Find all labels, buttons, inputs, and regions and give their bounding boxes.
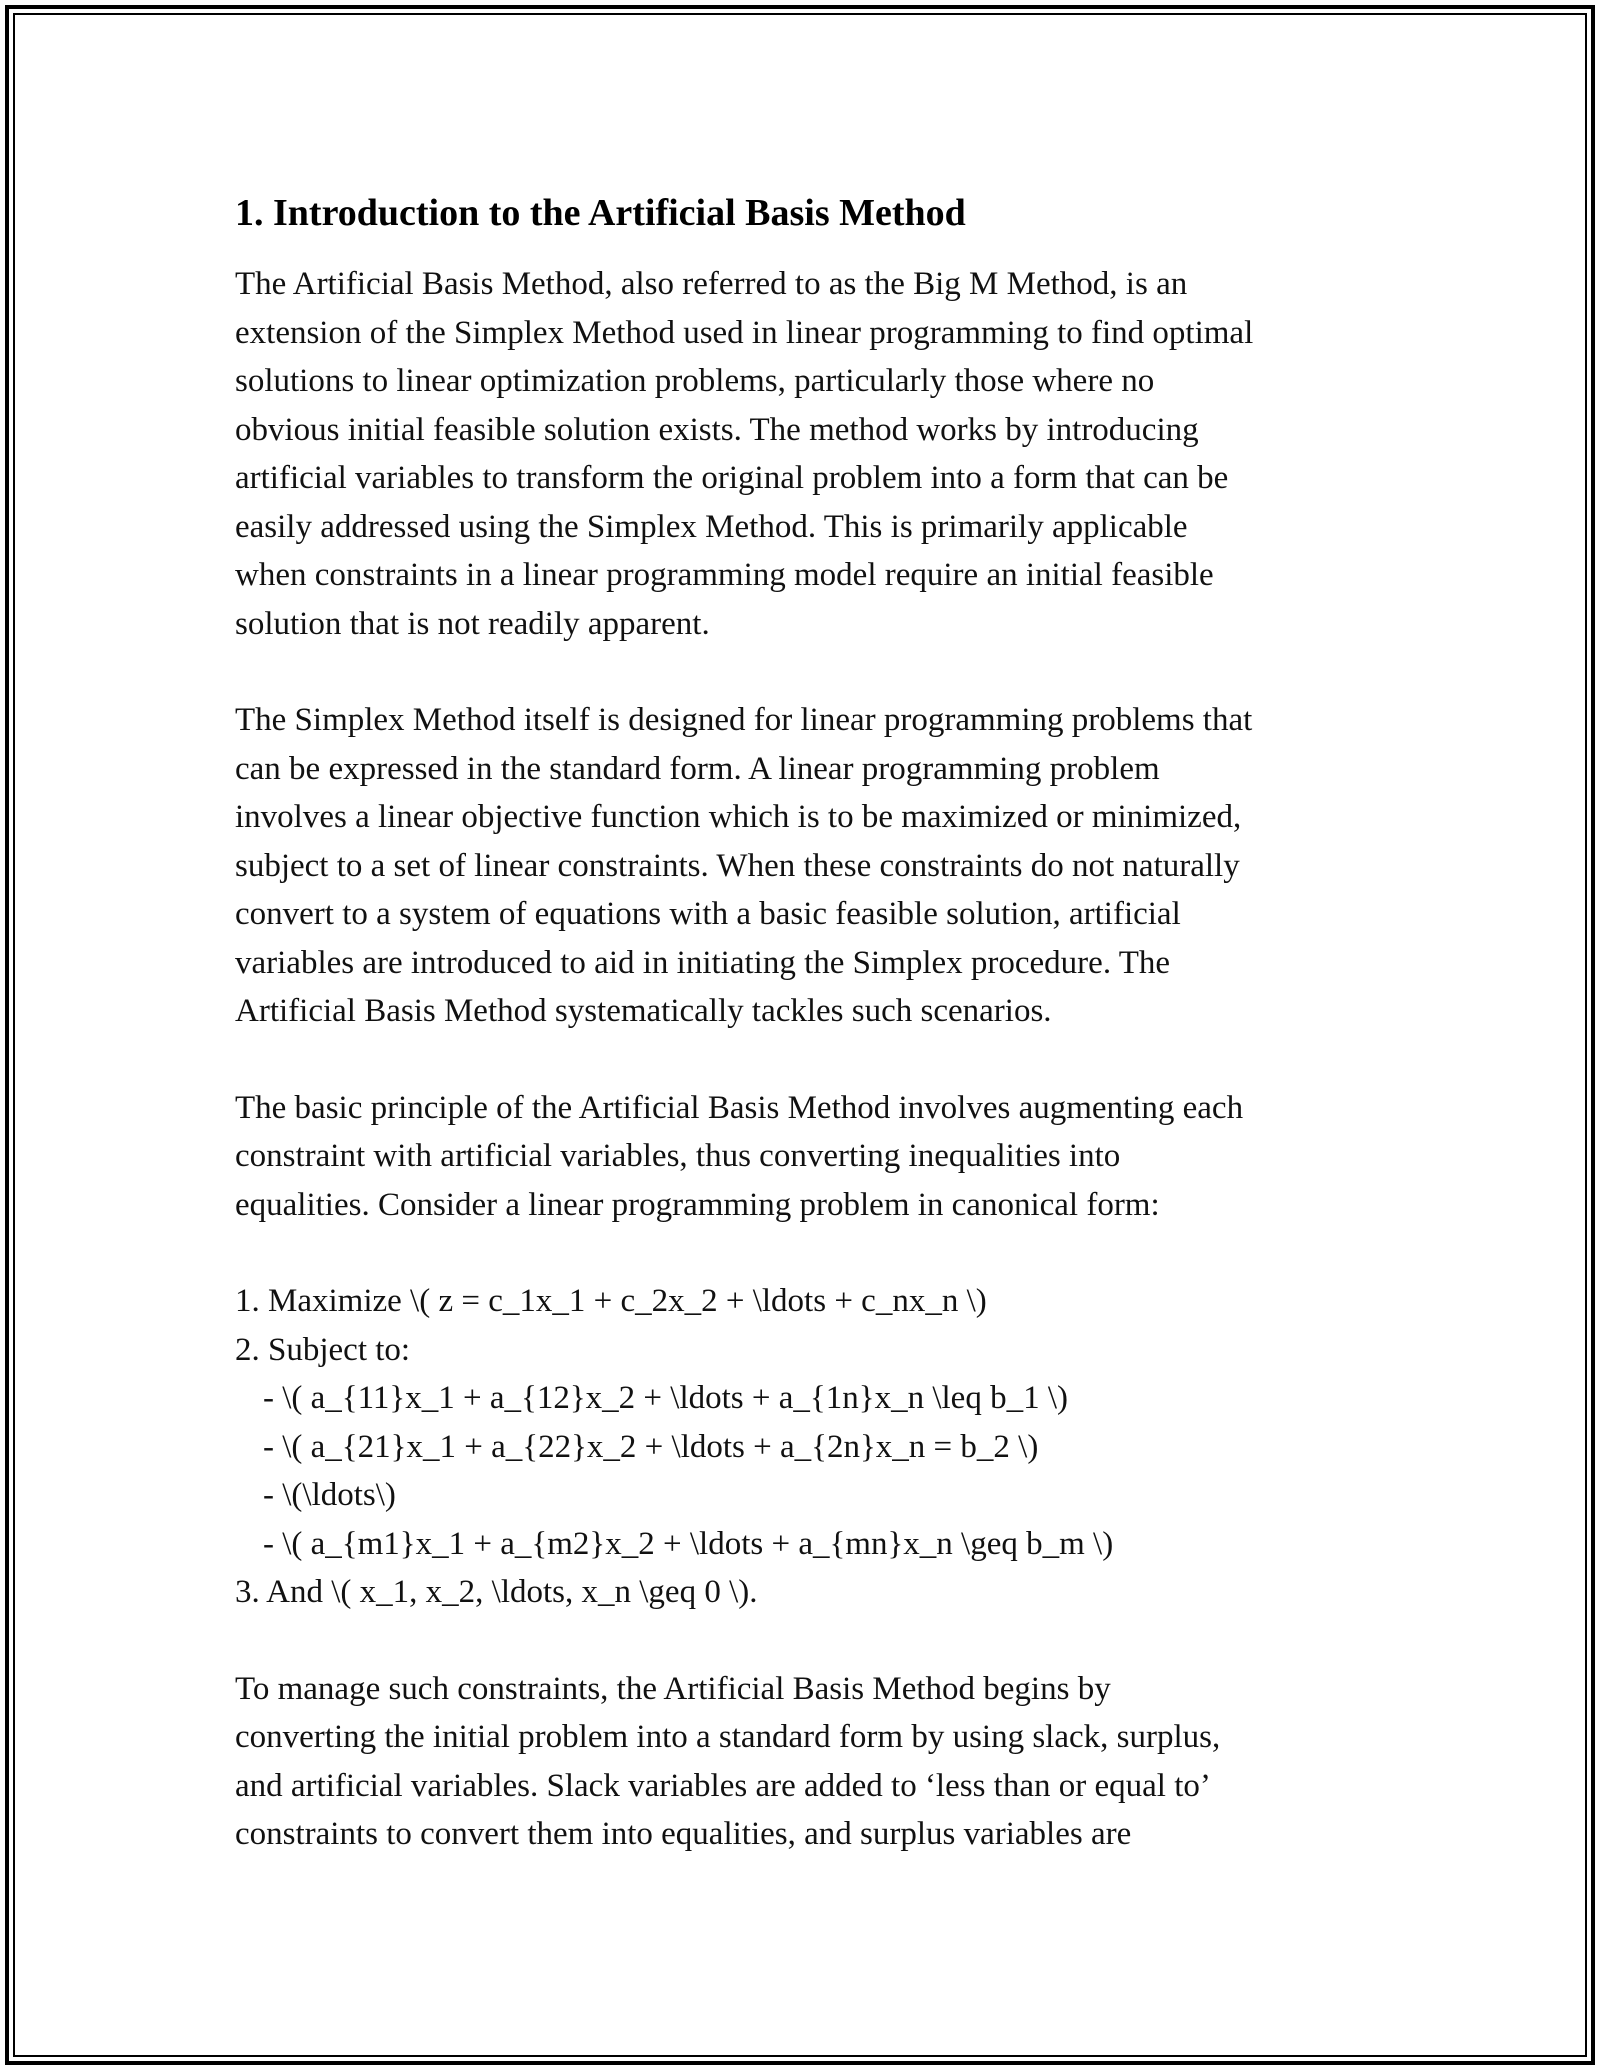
paragraph-principle: The basic principle of the Artificial Basis Method involves augmenting each constraint with artificial variables, thus converting inequalities into equalities. Consider a linear programming problem in canonical form: [235, 1089, 1244, 1223]
paragraph-simplex: The Simplex Method itself is designed for linear programming problems that can be expressed in the standard form. A linear programming problem involves a linear objective function which is to be maximized or minimized, subject to a set of linear constraints. When these constraints do not naturally convert to a system of equations with a basic feasible solution, artificial variables are introduced to aid in initiating the Simplex procedure. The Artificial Basis Method systematically tackles such scenarios. [235, 702, 1253, 1029]
constraint-line-2: - \( a_{21}x_1 + a_{22}x_2 + \ldots + a_{2n}x_n = b_2 \) [263, 1428, 1039, 1465]
document-body [235, 190, 1395, 1907]
paragraph-intro: The Artificial Basis Method, also referred to as the Big M Method, is an extension of the Simplex Method used in linear programming to find optimal solutions to linear optimization problems, particularly those where no obvious initial feasible solution exists. The method works by introducing artificial variables to transform the original problem into a form that can be easily addressed using the Simplex Method. This is primarily applicable when constraints in a linear programming model require an initial feasible solution that is not readily apparent. [235, 266, 1254, 642]
constraint-line-ellipsis: - \(\ldots\) [263, 1477, 396, 1513]
paragraph-manage: To manage such constraints, the Artificial Basis Method begins by converting the initial problem into a standard form by using slack, surplus, and artificial variables. Slack variables are added to ‘less than or equal to’ constraints to convert them into equalities, and surplus variables are [235, 1670, 1221, 1852]
section-heading: 1. Introduction to the Artificial Basis Method [235, 192, 966, 234]
constraint-line-m: - \( a_{m1}x_1 + a_{m2}x_2 + \ldots + a_{mn}x_n \geq b_m \) [263, 1525, 1114, 1562]
objective-line: 1. Maximize \( z = c_1x_1 + c_2x_2 + \ldots + c_nx_n \) [235, 1283, 987, 1319]
nonnegativity-line: 3. And \( x_1, x_2, \ldots, x_n \geq 0 \). [235, 1574, 758, 1610]
constraint-line-1: - \( a_{11}x_1 + a_{12}x_2 + \ldots + a_{1n}x_n \leq b_1 \) [263, 1380, 1068, 1416]
lp-problem-list [235, 1277, 1395, 1617]
subject-to-line: 2. Subject to: [235, 1331, 411, 1368]
